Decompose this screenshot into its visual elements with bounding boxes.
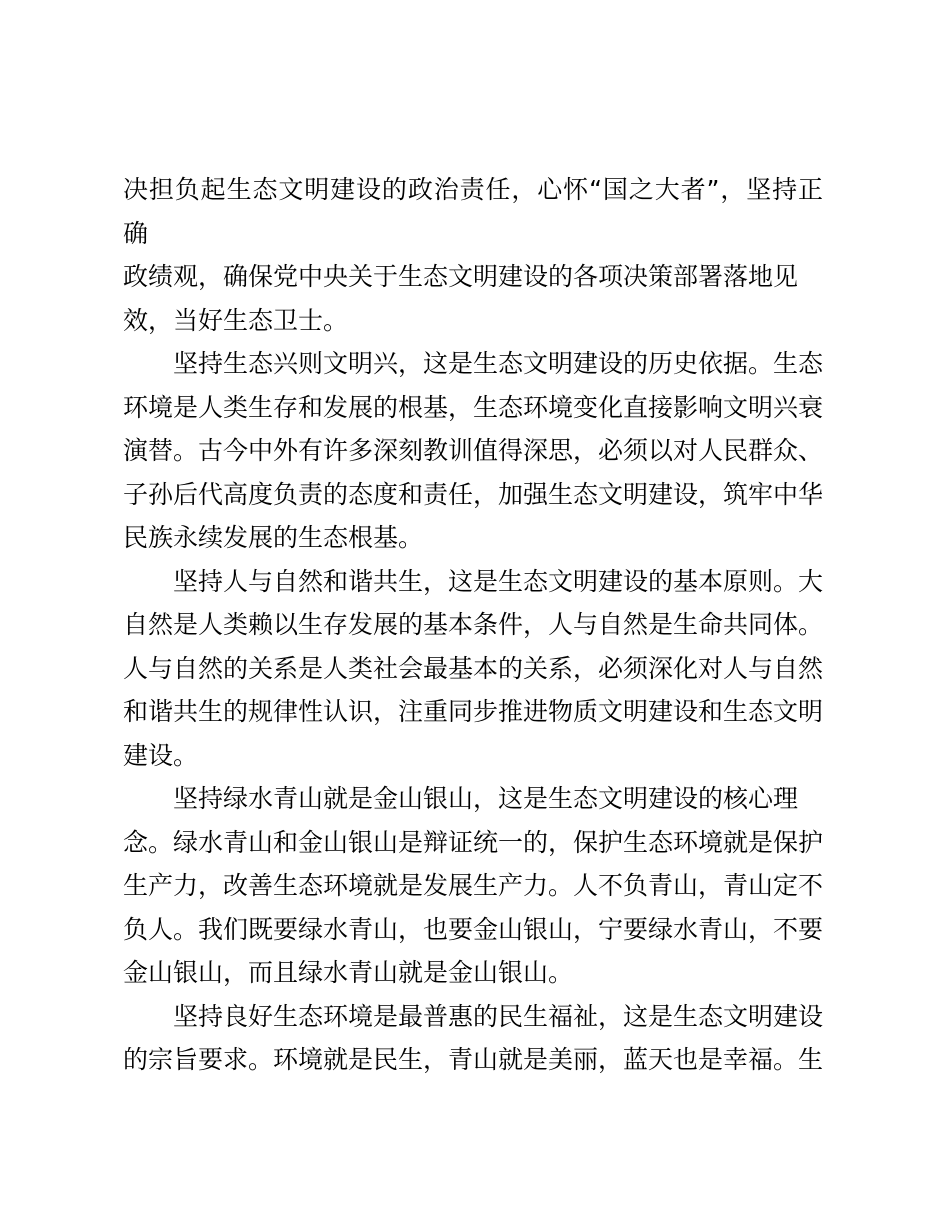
text-line: 坚持生态兴则文明兴，这是生态文明建设的历史依据。生态 [173, 349, 824, 378]
document-body [123, 168, 823, 1082]
text-line: 的宗旨要求。环境就是民生，青山就是美丽，蓝天也是幸福。生 [123, 1045, 824, 1074]
text-line: 生产力，改善生态环境就是发展生产力。人不负青山，青山定不 [123, 871, 824, 900]
text-line: 环境是人类生存和发展的根基，生态环境变化直接影响文明兴衰 [123, 392, 824, 422]
text-line: 金山银山，而且绿水青山就是金山银山。 [123, 958, 574, 987]
paragraph-5 [123, 995, 823, 1082]
text-line: 效，当好生态卫士。 [123, 305, 349, 335]
text-line: 子孙后代高度负责的态度和责任，加强生态文明建设，筑牢中华 [123, 479, 824, 509]
text-line: 自然是人类赖以生存发展的基本条件，人与自然是生命共同体。 [123, 610, 824, 639]
text-line: 和谐共生的规律性认识，注重同步推进物质文明建设和生态文明 [123, 697, 824, 726]
text-line: 念。绿水青山和金山银山是辩证统一的，保护生态环境就是保护 [123, 827, 824, 857]
paragraph-4 [123, 777, 823, 995]
text-line: 建设。 [123, 740, 199, 770]
text-line: 决担负起生态文明建设的政治责任，心怀“国之大者”，坚持正确 [123, 175, 823, 248]
text-line: 政绩观，确保党中央关于生态文明建设的各项决策部署落地见 [123, 262, 799, 291]
text-line: 民族永续发展的生态根基。 [123, 523, 424, 552]
text-line: 坚持人与自然和谐共生，这是生态文明建设的基本原则。大 [173, 566, 824, 596]
paragraph-3 [123, 560, 823, 778]
text-line: 演替。古今中外有许多深刻教训值得深思，必须以对人民群众、 [123, 436, 824, 465]
text-line: 坚持良好生态环境是最普惠的民生福祉，这是生态文明建设 [173, 1001, 824, 1031]
paragraph-1 [123, 168, 823, 342]
text-line: 负人。我们既要绿水青山，也要金山银山，宁要绿水青山，不要 [123, 914, 824, 944]
paragraph-2 [123, 342, 823, 560]
text-line: 人与自然的关系是人类社会最基本的关系，必须深化对人与自然 [123, 653, 824, 683]
text-line: 坚持绿水青山就是金山银山，这是生态文明建设的核心理 [173, 784, 799, 813]
